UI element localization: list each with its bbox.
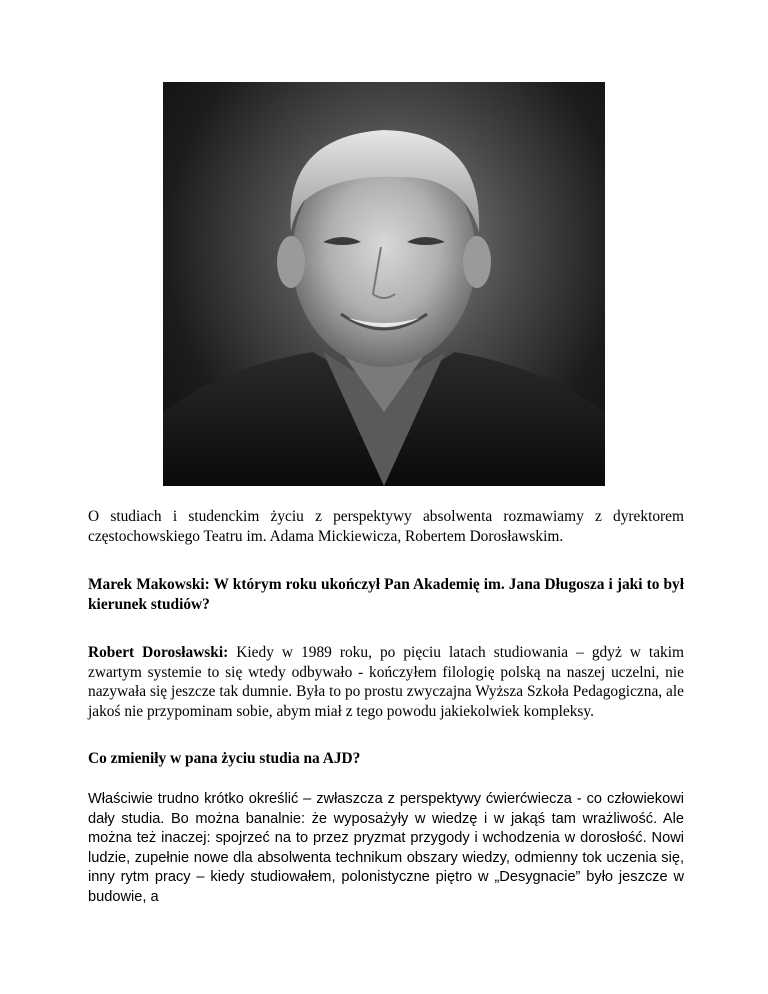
answer-1-text: Kiedy w 1989 roku, po pięciu latach studiowania – gdyż w takim zwartym systemie to się wtedy odbywało - kończyłem filologię polską na naszej uczelni, nie nazywała się jeszcze tak dumnie. Była to po prostu zwyczajna Wyższa Szkoła Pedagogiczna, ale jakoś nie przypominam sobie, abym miał z tego powodu jakiekolwiek kompleksy. bbox=[88, 644, 684, 720]
question-2-text: Co zmieniły w pana życiu studia na AJD? bbox=[88, 750, 361, 767]
intro-text: O studiach i studenckim życiu z perspektywy absolwenta rozmawiamy z dyrektorem częstochowskiego Teatru im. Adama Mickiewicza, Robertem Dorosławskim. bbox=[88, 508, 684, 545]
portrait-image bbox=[163, 82, 605, 486]
answer-2 bbox=[88, 790, 684, 907]
question-2 bbox=[88, 749, 684, 769]
answer-1 bbox=[88, 643, 684, 721]
question-1-text: Marek Makowski: W którym roku ukończył Pan Akademię im. Jana Długosza i jaki to był kierunek studiów? bbox=[88, 576, 684, 613]
question-1 bbox=[88, 575, 684, 614]
answer-1-paragraph bbox=[88, 643, 684, 721]
intro-paragraph bbox=[88, 507, 684, 546]
portrait-photo bbox=[163, 82, 605, 486]
answer-1-speaker: Robert Dorosławski: bbox=[88, 644, 229, 661]
answer-2-text: Właściwie trudno krótko określić – zwłaszcza z perspektywy ćwierćwiecza - co człowiekowi dały studia. Bo można banalnie: że wyposażyły w wiedzę i w jakąś tam wrażliwość. Ale można też inaczej: spojrzeć na to przez pryzmat przygody i wchodzenia w dorosłość. Nowi ludzie, zupełnie nowe dla absolwenta technikum obszary wiedzy, odmienny tok uczenia się, inny rytm pracy – kiedy studiowałem, polonistyczne piętro w „Desygnacie” było jeszcze w budowie, a bbox=[88, 791, 684, 905]
